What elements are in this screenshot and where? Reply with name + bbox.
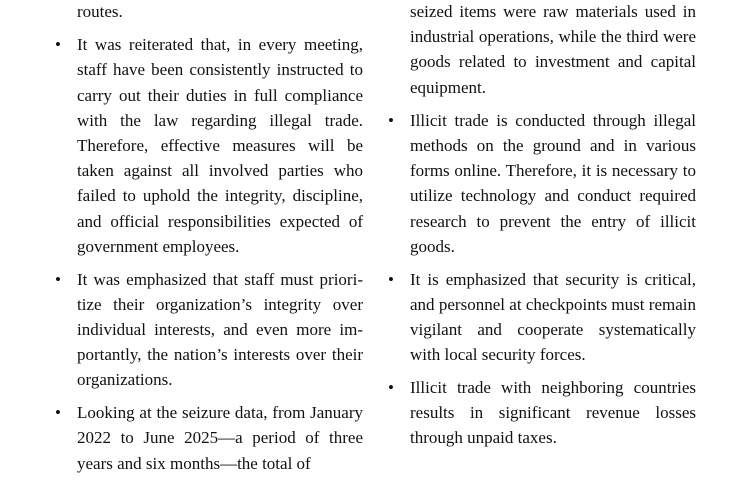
list-item — [54, 267, 363, 393]
list-item — [387, 375, 696, 451]
bullet-text: Looking at the seizure data, from January 2022 to June 2025—a period of three years and six months—the total of — [77, 403, 363, 473]
list-item — [54, 400, 363, 476]
bullet-icon: • — [388, 269, 394, 289]
bullet-text: Illicit trade is conducted through illegal methods on the ground and in various forms online. Therefore, it is necessary to utilize technology and conduct required research to prevent the entry of illicit goods. — [410, 110, 696, 256]
right-column — [387, 0, 696, 458]
list-item — [387, 108, 696, 259]
bullet-icon: • — [388, 110, 394, 130]
bullet-icon: • — [55, 269, 61, 289]
bullet-text: It was emphasized that staff must prioritize their organization’s integrity over individual interests, and even more importantly, the nation’s interests over their organizations. — [77, 269, 363, 390]
left-continuation-text: routes. — [77, 2, 123, 21]
list-item — [54, 32, 363, 259]
bullet-icon: • — [388, 378, 394, 398]
bullet-icon: • — [55, 403, 61, 423]
right-bullet-list — [387, 108, 696, 451]
bullet-icon: • — [55, 35, 61, 55]
right-continuation-text: seized items were raw materials used in industrial operations, while the third were goods related to investment and capital equipment. — [410, 2, 696, 97]
left-column — [54, 0, 363, 483]
bullet-text: Illicit trade with neighboring countries results in significant revenue losses through unpaid taxes. — [410, 378, 696, 448]
left-bullet-list — [54, 32, 363, 476]
bullet-text: It was reiterated that, in every meeting, staff have been consistently instructed to carry out their duties in full compliance with the law regarding illegal trade. Therefore, effective measures will be taken against all involved parties who failed to uphold the integrity, discipline, and official responsibilities expected of government employees. — [77, 35, 363, 256]
list-item — [387, 267, 696, 368]
bullet-text: It is emphasized that security is critical, and personnel at checkpoints must remain vigilant and cooperate systematically with local security forces. — [410, 269, 696, 365]
